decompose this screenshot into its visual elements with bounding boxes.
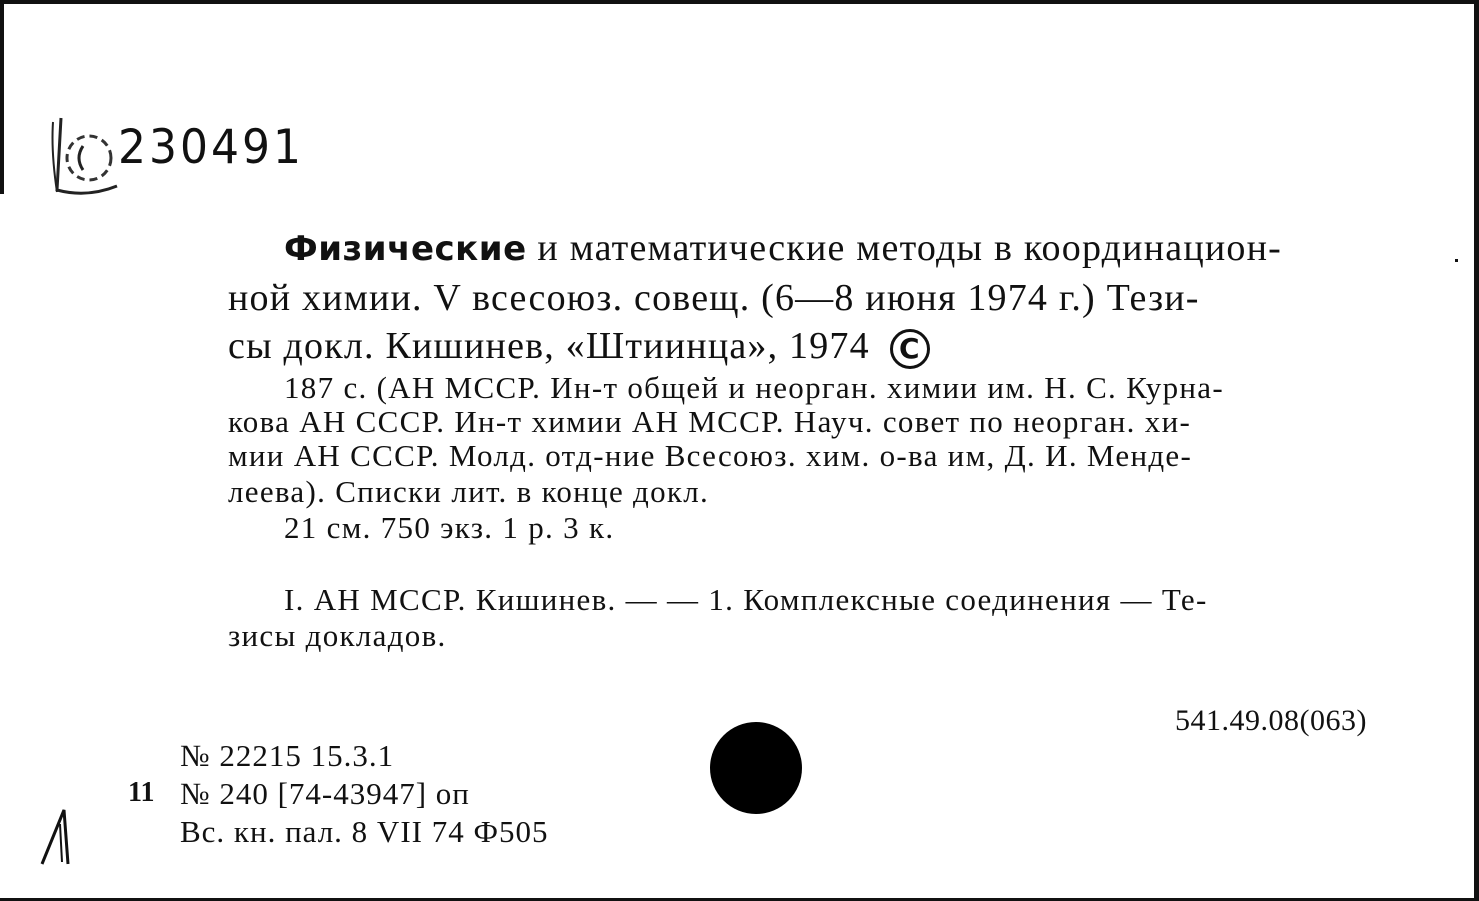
body-line-3: мии АН СССР. Молд. отд-ние Всесоюз. хим. о-ва им, Д. И. Менде- [228, 438, 1193, 473]
speck [1455, 259, 1458, 262]
title-line-3 [228, 324, 930, 369]
row-number: 11 [128, 777, 155, 808]
subject-line-2: зисы докладов. [228, 618, 447, 653]
title-line-3-text: сы докл. Кишинев, «Штиинца», 1974 [228, 325, 870, 367]
body-line-1: 187 с. (АН МССР. Ин-т общей и неорган. химии им. Н. С. Курна- [284, 370, 1224, 405]
udc-code: 541.49.08(063) [1175, 704, 1367, 737]
handwritten-mark-icon [38, 804, 78, 868]
footer-line-3: Вс. кн. пал. 8 VII 74 Ф505 [180, 814, 549, 849]
title-line-2: ной химии. V всесоюз. совещ. (6—8 июня 1974 г.) Тези- [228, 277, 1200, 319]
copyright-icon: C [890, 329, 930, 369]
footer-line-1: № 22215 15.3.1 [180, 738, 395, 773]
title-bold-word: Физические [284, 229, 527, 269]
footer-line-2: № 240 [74-43947] оп [180, 776, 470, 811]
title-line-1 [284, 226, 1282, 270]
punch-hole [710, 722, 802, 814]
body-line-4: леева). Списки лит. в конце докл. [228, 474, 710, 509]
title-line-1-rest: и математические методы в координацион- [526, 227, 1282, 269]
body-line-2: кова АН СССР. Ин-т химии АН МССР. Науч. совет по неорган. хи- [228, 404, 1192, 439]
subject-line-1: I. АН МССР. Кишинев. — — 1. Комплексные соединения — Те- [284, 582, 1208, 617]
inventory-number: 230491 [118, 119, 304, 176]
body-line-5: 21 см. 750 экз. 1 р. 3 к. [284, 510, 615, 545]
library-stamp-icon [47, 112, 127, 198]
